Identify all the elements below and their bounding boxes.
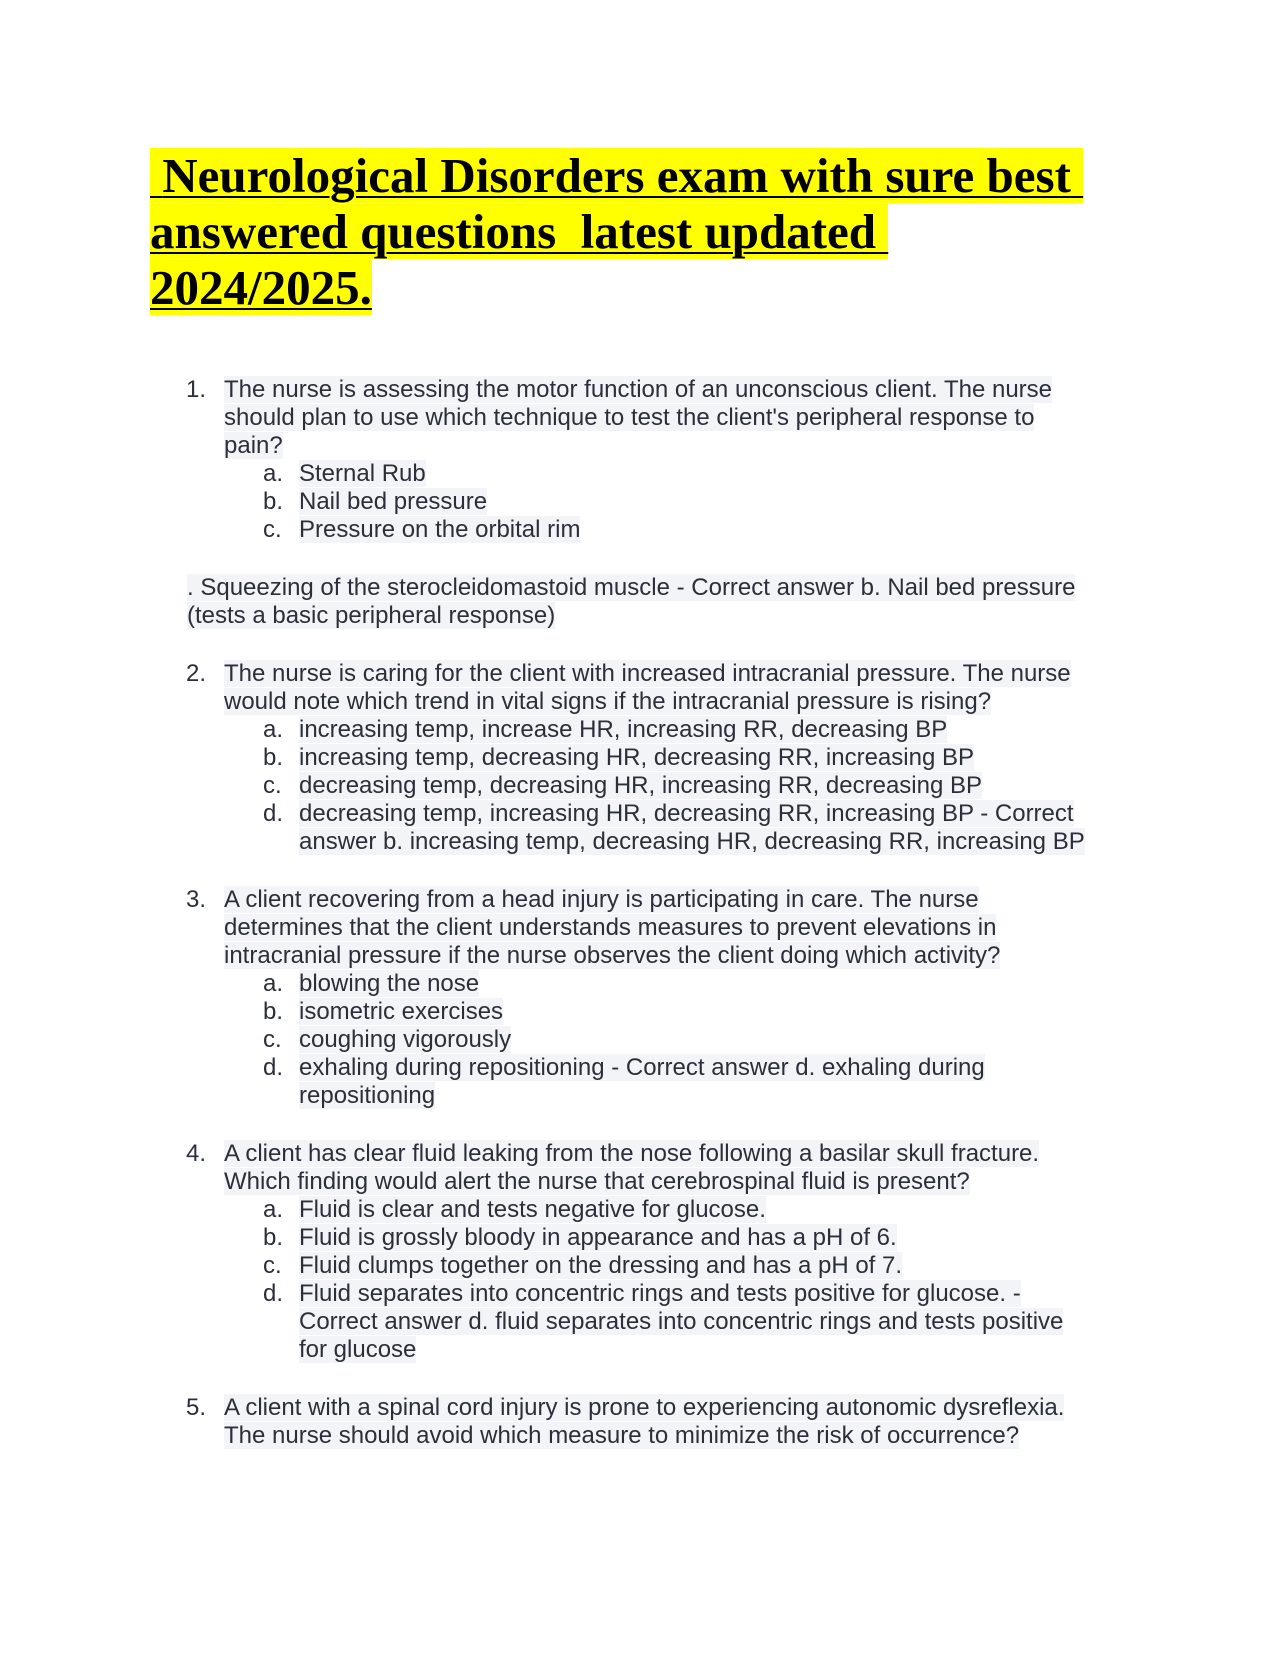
option-letter: b. [263,488,284,515]
question-text-line: The nurse is caring for the client with increased intracranial pressure. The nurse [224,660,1071,687]
option-letter: c. [263,1026,282,1053]
question-text-line: The nurse should avoid which measure to minimize the risk of occurrence? [224,1422,1020,1449]
question-text-line: determines that the client understands measures to prevent elevations in [224,914,997,941]
option-text: increasing temp, decreasing HR, decreasing RR, increasing BP [299,744,974,771]
option-text: isometric exercises [299,998,504,1025]
option-text-continuation: Correct answer d. fluid separates into concentric rings and tests positive [299,1308,1064,1335]
question-number: 5. [186,1394,207,1421]
option-text-continuation: for glucose [299,1336,417,1363]
option-letter: a. [263,1196,284,1223]
option-letter: b. [263,998,284,1025]
question-number: 3. [186,886,207,913]
question-text-line: pain? [224,432,283,459]
question-text-line: Which finding would alert the nurse that cerebrospinal fluid is present? [224,1168,970,1195]
question-text-line: intracranial pressure if the nurse observes the client doing which activity? [224,942,1001,969]
question-number: 1. [186,376,207,403]
answer-text-line: . Squeezing of the sterocleidomastoid muscle - Correct answer b. Nail bed pressure [187,574,1076,601]
option-text: Fluid is clear and tests negative for glucose. [299,1196,766,1223]
option-letter: d. [263,800,284,827]
option-text: Fluid clumps together on the dressing and has a pH of 7. [299,1252,903,1279]
option-text: Fluid is grossly bloody in appearance and has a pH of 6. [299,1224,897,1251]
option-letter: d. [263,1280,284,1307]
option-text: blowing the nose [299,970,480,997]
question-number: 2. [186,660,207,687]
option-text-continuation: answer b. increasing temp, decreasing HR, decreasing RR, increasing BP [299,828,1085,855]
question-text-line: A client recovering from a head injury is participating in care. The nurse [224,886,979,913]
option-text: decreasing temp, increasing HR, decreasing RR, increasing BP - Correct [299,800,1074,827]
option-text: increasing temp, increase HR, increasing RR, decreasing BP [299,716,948,743]
option-letter: a. [263,970,284,997]
option-letter: a. [263,460,284,487]
option-text: Fluid separates into concentric rings and tests positive for glucose. - [299,1280,1021,1307]
option-text: Pressure on the orbital rim [299,516,581,543]
document-title [150,148,1110,316]
option-text: Nail bed pressure [299,488,488,515]
option-text: Sternal Rub [299,460,426,487]
option-letter: d. [263,1054,284,1081]
option-letter: c. [263,772,282,799]
option-letter: b. [263,1224,284,1251]
option-text-continuation: repositioning [299,1082,436,1109]
question-text-line: A client has clear fluid leaking from the nose following a basilar skull fracture. [224,1140,1040,1167]
question-text-line: should plan to use which technique to test the client's peripheral response to [224,404,1035,431]
question-text-line: would note which trend in vital signs if the intracranial pressure is rising? [224,688,992,715]
document-title-text: Neurological Disorders exam with sure best answered questions latest updated 2024/2025. [150,148,1084,315]
option-letter: c. [263,1252,282,1279]
option-letter: a. [263,716,284,743]
option-text: exhaling during repositioning - Correct answer d. exhaling during [299,1054,985,1081]
option-letter: c. [263,516,282,543]
option-letter: b. [263,744,284,771]
question-number: 4. [186,1140,207,1167]
answer-text-line: (tests a basic peripheral response) [187,602,556,629]
option-text: decreasing temp, decreasing HR, increasing RR, decreasing BP [299,772,983,799]
question-text-line: A client with a spinal cord injury is prone to experiencing autonomic dysreflexia. [224,1394,1065,1421]
option-text: coughing vigorously [299,1026,512,1053]
question-text-line: The nurse is assessing the motor function of an unconscious client. The nurse [224,376,1053,403]
